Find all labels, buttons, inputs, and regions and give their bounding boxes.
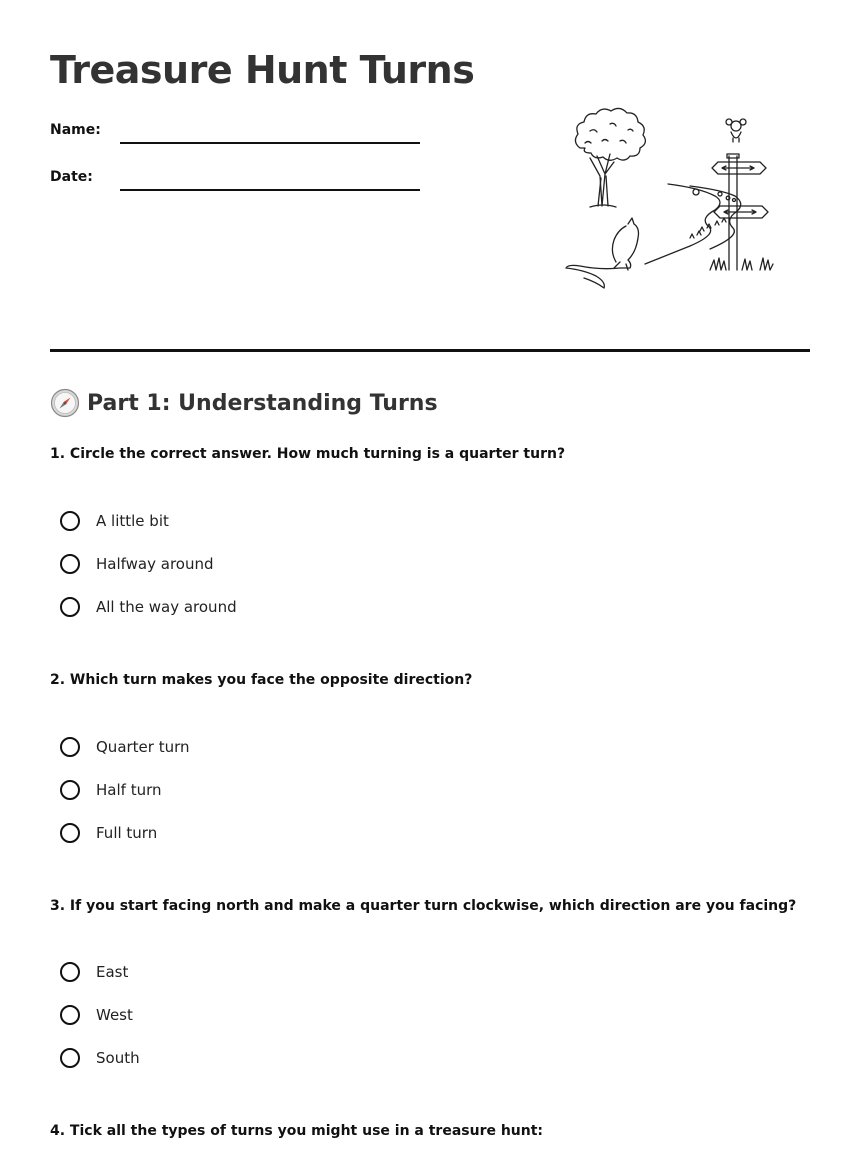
date-write-line[interactable]: [120, 189, 420, 191]
option-q2-c[interactable]: [60, 823, 157, 843]
option-q2-a[interactable]: [60, 737, 190, 757]
question-3: 3. If you start facing north and make a quarter turn clockwise, which direction are you facing?: [50, 898, 797, 914]
date-field[interactable]: [50, 169, 120, 185]
option-q2-b[interactable]: [60, 780, 162, 800]
trail-illustration: [645, 184, 741, 264]
date-label: Date:: [50, 169, 93, 185]
section-title-text: Part 1: Understanding Turns: [87, 390, 438, 416]
option-q3-c[interactable]: [60, 1048, 140, 1068]
option-label: Half turn: [96, 781, 162, 799]
name-label: Name:: [50, 122, 101, 138]
header-divider: [50, 349, 810, 352]
option-label: South: [96, 1049, 140, 1067]
option-circle[interactable]: [60, 597, 80, 617]
option-q1-b[interactable]: [60, 554, 214, 574]
option-circle[interactable]: [60, 511, 80, 531]
compass-icon: [50, 388, 80, 418]
signpost-illustration: [710, 154, 773, 270]
question-1: 1. Circle the correct answer. How much turning is a quarter turn?: [50, 446, 566, 462]
kangaroo-illustration: [566, 218, 639, 288]
worksheet-title: Treasure Hunt Turns: [50, 48, 475, 92]
option-circle[interactable]: [60, 554, 80, 574]
option-circle[interactable]: [60, 962, 80, 982]
option-q3-b[interactable]: [60, 1005, 133, 1025]
option-label: West: [96, 1006, 133, 1024]
option-label: Full turn: [96, 824, 158, 842]
section-heading: [50, 388, 438, 418]
koala-illustration: [726, 119, 746, 142]
option-label: A little bit: [96, 512, 169, 530]
option-label: East: [96, 963, 129, 981]
option-label: Quarter turn: [96, 738, 190, 756]
option-circle[interactable]: [60, 1005, 80, 1025]
question-2: 2. Which turn makes you face the opposite direction?: [50, 672, 473, 688]
option-circle[interactable]: [60, 1048, 80, 1068]
option-circle[interactable]: [60, 737, 80, 757]
option-q3-a[interactable]: [60, 962, 128, 982]
option-label: All the way around: [96, 598, 237, 616]
bush-trail-illustration: [550, 86, 785, 298]
option-q1-c[interactable]: [60, 597, 237, 617]
option-q1-a[interactable]: [60, 511, 169, 531]
option-circle[interactable]: [60, 780, 80, 800]
name-field[interactable]: [50, 122, 120, 138]
name-write-line[interactable]: [120, 142, 420, 144]
tree-illustration: [575, 108, 645, 207]
option-circle[interactable]: [60, 823, 80, 843]
question-4: 4. Tick all the types of turns you might use in a treasure hunt:: [50, 1123, 544, 1139]
option-label: Halfway around: [96, 555, 214, 573]
